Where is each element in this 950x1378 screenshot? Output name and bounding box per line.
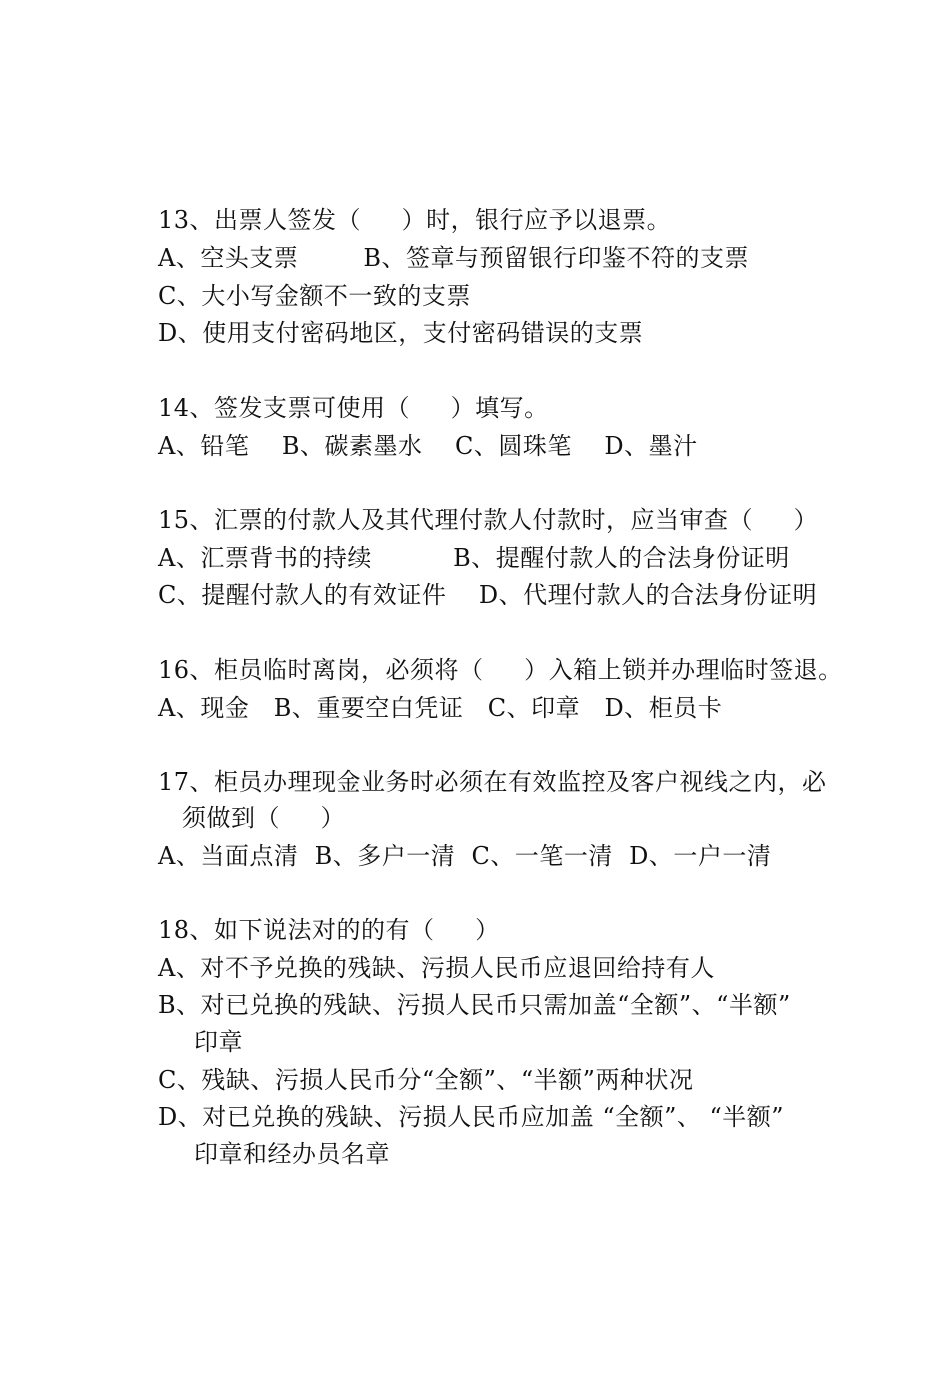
question-13-option-c: C、大小写金额不一致的支票 [158, 282, 471, 310]
question-13-stem: 13、出票人签发（ ）时，银行应予以退票。 [158, 206, 672, 234]
question-18-option-d-continued: 印章和经办员名章 [194, 1140, 390, 1168]
question-17-stem-continued: 须做到（ ） [182, 804, 346, 832]
question-18-option-a: A、对不予兑换的残缺、污损人民币应退回给持有人 [158, 954, 715, 982]
question-14-stem: 14、签发支票可使用（ ）填写。 [158, 394, 549, 422]
question-18-option-b: B、对已兑换的残缺、污损人民币只需加盖“全额”、“半额” [158, 991, 791, 1019]
question-13-option-d: D、使用支付密码地区，支付密码错误的支票 [158, 319, 644, 347]
question-18-option-c: C、残缺、污损人民币分“全额”、“半额”两种状况 [158, 1066, 694, 1094]
question-13-options-ab: A、空头支票 B、签章与预留银行印鉴不符的支票 [158, 244, 749, 272]
question-18-stem: 18、如下说法对的的有（ ） [158, 916, 500, 944]
question-15-options-ab: A、汇票背书的持续 B、提醒付款人的合法身份证明 [158, 544, 790, 572]
question-18-option-d: D、对已兑换的残缺、污损人民币应加盖 “全额”、 “半额” [158, 1103, 785, 1131]
question-18-option-b-continued: 印章 [194, 1028, 243, 1056]
question-15-stem: 15、汇票的付款人及其代理付款人付款时，应当审查（ ） [158, 506, 819, 534]
question-17-stem: 17、柜员办理现金业务时必须在有效监控及客户视线之内，必 [158, 768, 827, 796]
question-16-options: A、现金 B、重要空白凭证 C、印章 D、柜员卡 [158, 694, 723, 722]
question-17-options: A、当面点清 B、多户一清 C、一笔一清 D、一户一清 [158, 842, 772, 870]
question-14-options: A、铅笔 B、碳素墨水 C、圆珠笔 D、墨汁 [158, 432, 698, 460]
question-15-options-cd: C、提醒付款人的有效证件 D、代理付款人的合法身份证明 [158, 581, 818, 609]
question-16-stem: 16、柜员临时离岗，必须将（ ）入箱上锁并办理临时签退。 [158, 656, 843, 684]
